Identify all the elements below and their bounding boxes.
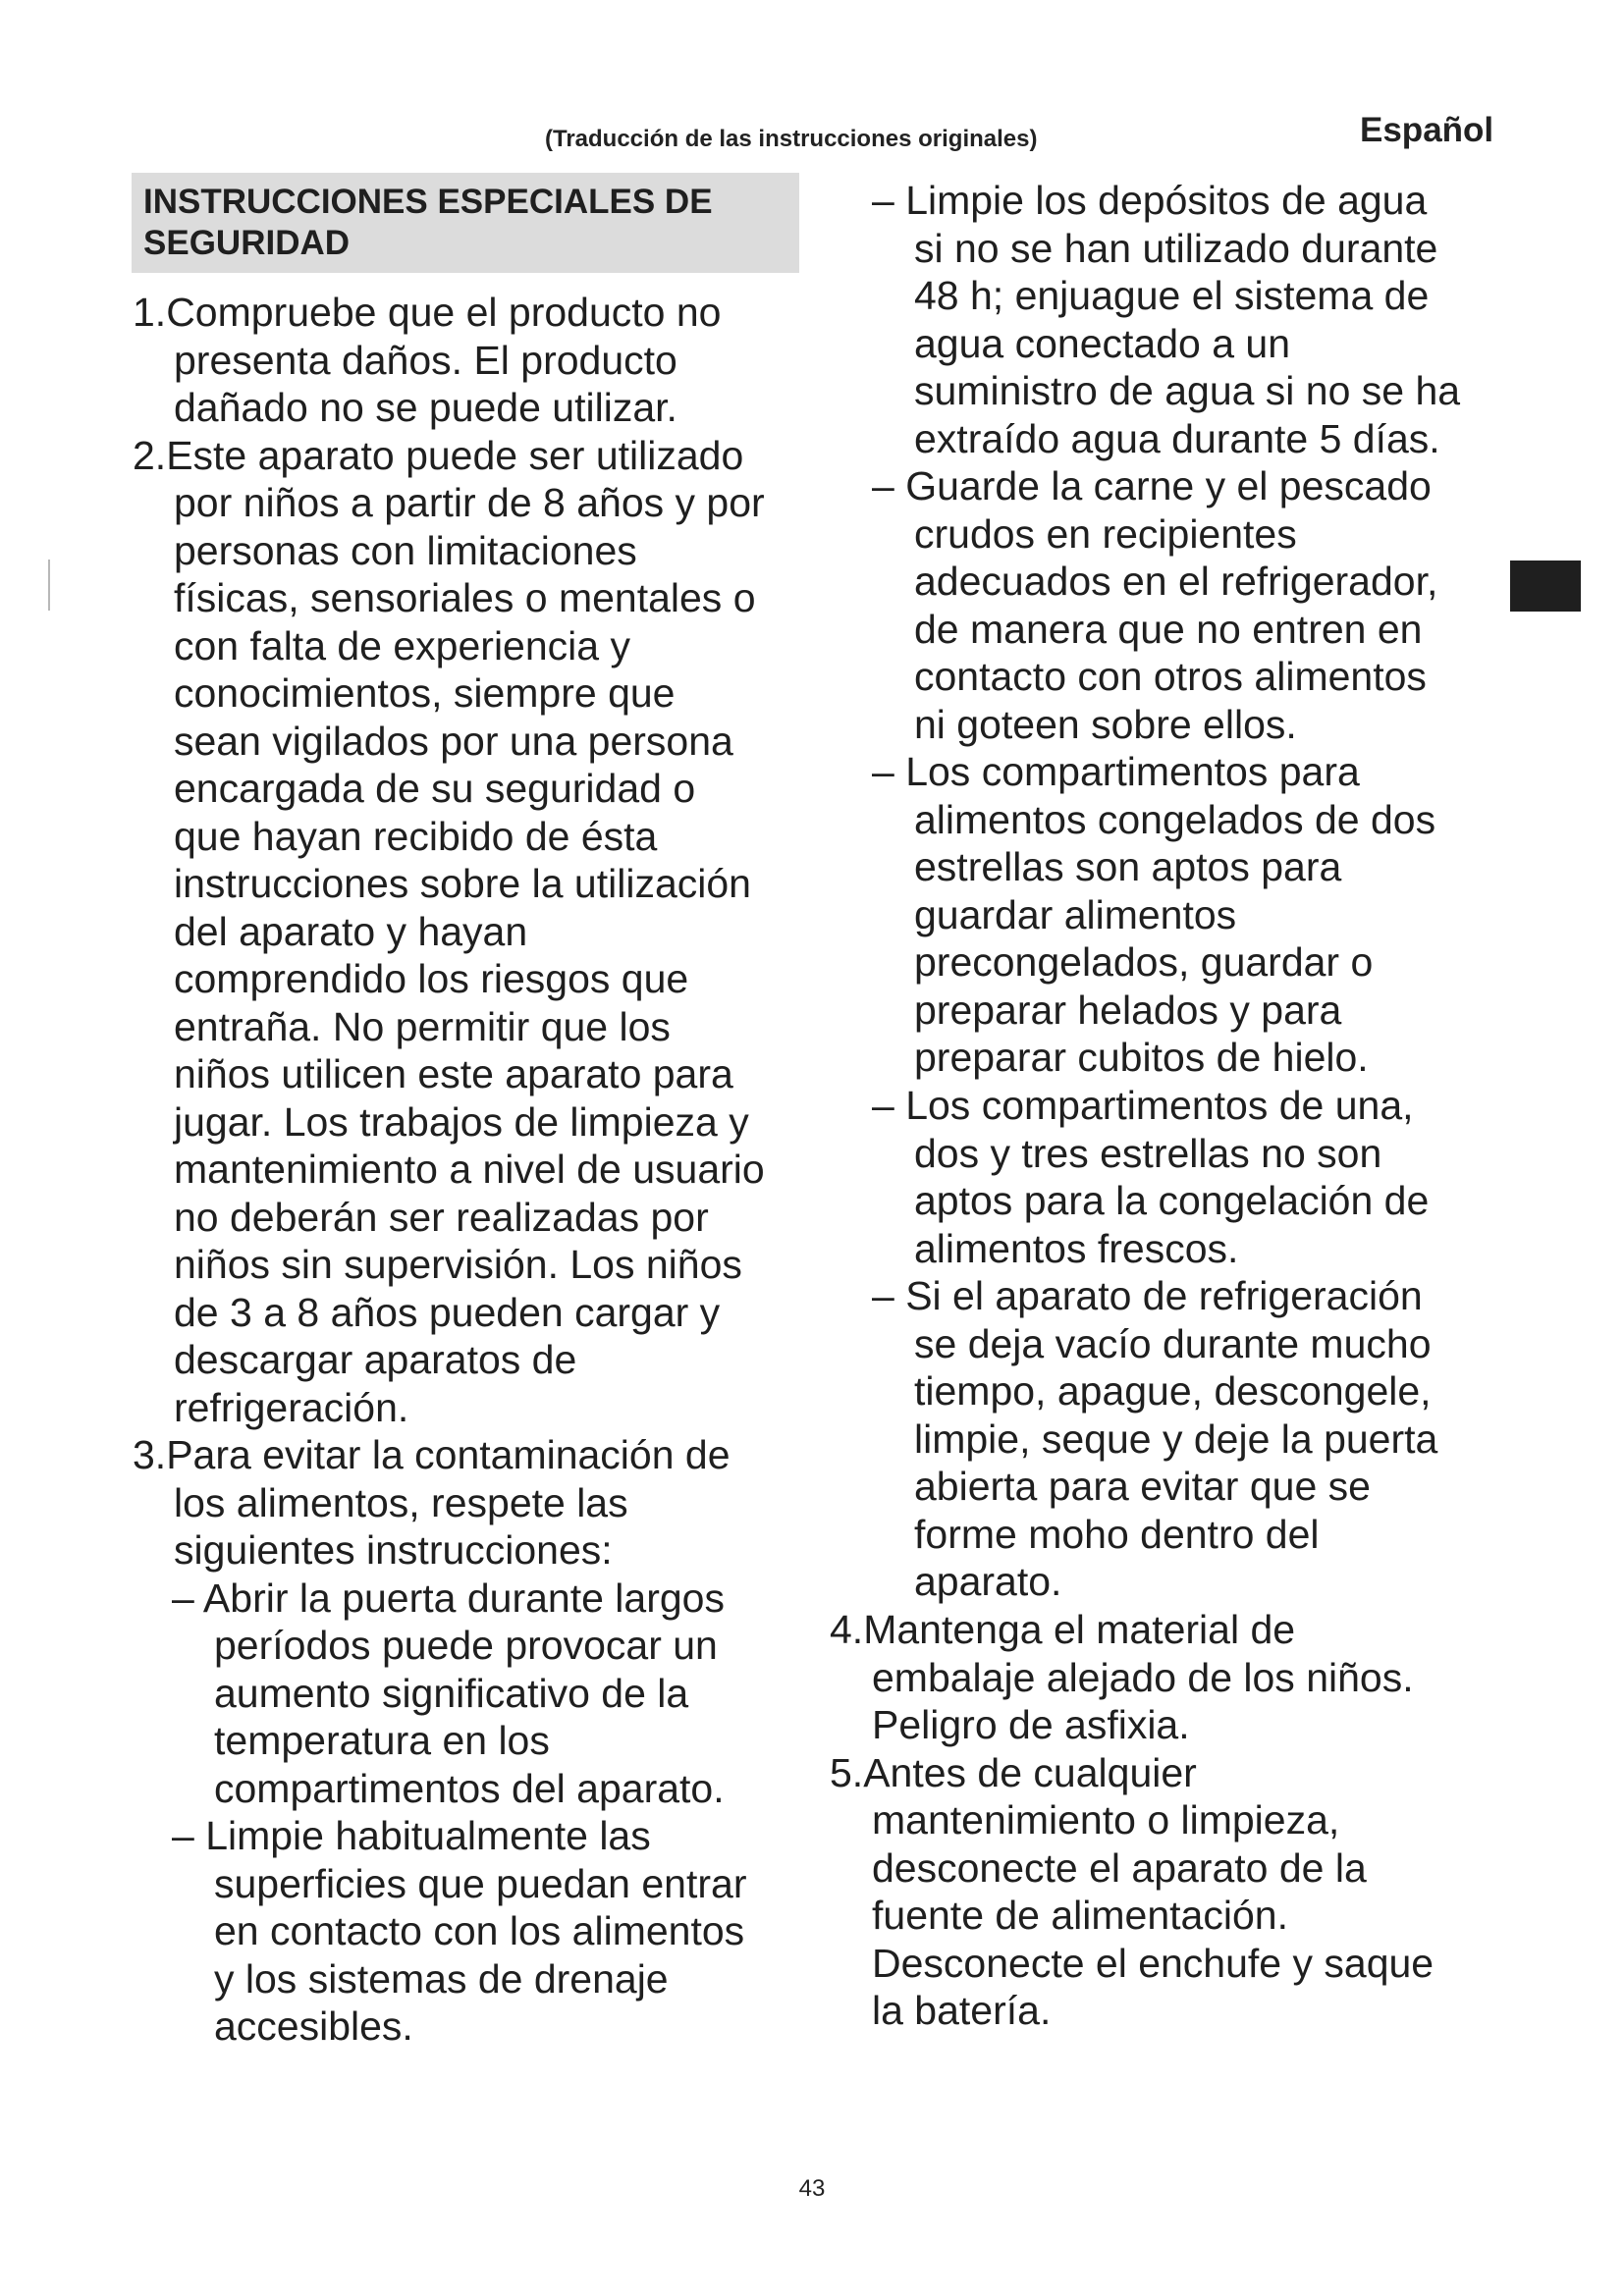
text-line: limpie, seque y deje la puerta — [914, 1415, 1438, 1462]
text-line: personas con limitaciones — [174, 527, 637, 573]
text-line: conocimientos, siempre que — [174, 670, 676, 716]
text-line: y los sistemas de drenaje — [214, 1955, 669, 2002]
text-line: fuente de alimentación. — [872, 1893, 1288, 1938]
text-line: niños utilicen este aparato para — [174, 1051, 733, 1096]
text-line: – Los compartimentos para — [872, 749, 1360, 794]
text-line: 4.Mantenga el material de — [830, 1607, 1296, 1652]
dash-item-water-tanks — [872, 177, 1460, 462]
text-line: los alimentos, respete las — [174, 1479, 628, 1525]
text-line: instrucciones sobre la utilización — [174, 861, 751, 906]
text-line: sean vigilados por una persona — [174, 718, 733, 764]
dash-item-star-compartments — [872, 1082, 1429, 1272]
language-label: Español — [1360, 111, 1494, 149]
text-line: períodos puede provocar un — [214, 1623, 718, 1668]
text-line: presenta daños. El producto — [174, 337, 677, 383]
section-heading-line: INSTRUCCIONES ESPECIALES DE — [143, 183, 713, 221]
section-heading — [132, 173, 799, 273]
section-heading-line: SEGURIDAD — [143, 224, 351, 262]
text-line: del aparato y hayan — [174, 908, 528, 954]
text-line: compartimentos del aparato. — [214, 1765, 725, 1811]
text-line: 2.Este aparato puede ser utilizado — [133, 432, 744, 478]
text-line: aparato. — [914, 1559, 1062, 1604]
text-line: aptos para la congelación de — [914, 1178, 1430, 1223]
text-line: mantenimiento o limpieza, — [872, 1797, 1340, 1842]
numbered-item-1 — [133, 289, 721, 432]
text-line: encargada de su seguridad o — [174, 766, 696, 811]
dash-item-door — [172, 1575, 725, 1813]
text-line: con falta de experiencia y — [174, 622, 630, 668]
text-line: aumento significativo de la — [214, 1670, 689, 1716]
text-line: precongelados, guardar o — [914, 939, 1374, 985]
text-line: refrigeración. — [174, 1384, 409, 1430]
dash-item-empty-appliance — [872, 1272, 1437, 1606]
text-line: ni goteen sobre ellos. — [914, 701, 1297, 747]
dash-item-two-star — [872, 748, 1435, 1082]
text-line: 5.Antes de cualquier — [830, 1749, 1197, 1795]
text-line: dañado no se puede utilizar. — [174, 385, 677, 430]
dash-item-meat-fish — [872, 462, 1437, 748]
text-line: jugar. Los trabajos de limpieza y — [174, 1098, 749, 1145]
text-line: si no se han utilizado durante — [914, 225, 1438, 271]
text-line: en contacto con los alimentos — [214, 1908, 745, 1953]
dash-item-clean-surfaces — [172, 1812, 746, 2051]
text-line: dos y tres estrellas no son — [914, 1130, 1382, 1176]
text-line: crudos en recipientes — [914, 510, 1297, 557]
text-line: forme moho dentro del — [914, 1511, 1320, 1557]
text-line: siguientes instrucciones: — [174, 1527, 613, 1573]
text-line: no deberán ser realizadas por — [174, 1194, 709, 1240]
text-line: guardar alimentos — [914, 891, 1237, 937]
text-line: se deja vacío durante mucho — [914, 1320, 1432, 1366]
text-line: agua conectado a un — [914, 320, 1290, 366]
text-line: alimentos frescos. — [914, 1225, 1239, 1271]
page-number: 43 — [798, 2175, 826, 2202]
text-line: abierta para evitar que se — [914, 1464, 1371, 1509]
text-line: adecuados en el refrigerador, — [914, 559, 1438, 604]
text-line: temperatura en los — [214, 1718, 550, 1763]
text-line: 48 h; enjuague el sistema de — [914, 273, 1430, 318]
text-line: preparar helados y para — [914, 987, 1342, 1033]
text-line: alimentos congelados de dos — [914, 796, 1436, 842]
text-line: estrellas son aptos para — [914, 844, 1342, 889]
text-line: de 3 a 8 años pueden cargar y — [174, 1289, 721, 1335]
text-line: extraído agua durante 5 días. — [914, 415, 1440, 461]
text-line: Desconecte el enchufe y saque — [872, 1940, 1435, 1986]
section-tab-marker — [1510, 561, 1581, 612]
text-line: la batería. — [872, 1988, 1052, 2033]
text-line: que hayan recibido de ésta — [174, 813, 658, 859]
text-line: comprendido los riesgos que — [174, 956, 689, 1001]
translation-note: (Traducción de las instrucciones originales) — [545, 126, 1038, 152]
text-line: entraña. No permitir que los — [174, 1003, 671, 1049]
text-line: – Guarde la carne y el pescado — [872, 463, 1432, 508]
text-line: por niños a partir de 8 años y por — [174, 480, 765, 525]
text-line: preparar cubitos de hielo. — [914, 1035, 1369, 1080]
text-line: físicas, sensoriales o mentales o — [174, 575, 756, 620]
text-line: embalaje alejado de los niños. — [872, 1654, 1414, 1700]
margin-line — [48, 560, 50, 611]
text-line: – Limpie los depósitos de agua — [872, 178, 1428, 223]
text-line: Peligro de asfixia. — [872, 1702, 1190, 1747]
text-line: accesibles. — [214, 2003, 413, 2049]
numbered-item-3 — [133, 1431, 731, 1575]
text-line: mantenimiento a nivel de usuario — [174, 1147, 765, 1192]
text-line: – Los compartimentos de una, — [872, 1083, 1414, 1128]
numbered-item-2 — [133, 432, 765, 1432]
text-line: 3.Para evitar la contaminación de — [133, 1432, 731, 1477]
text-line: descargar aparatos de — [174, 1337, 577, 1382]
numbered-item-4 — [830, 1606, 1414, 1749]
text-line: – Limpie habitualmente las — [172, 1813, 651, 1858]
text-line: de manera que no entren en — [914, 606, 1423, 652]
text-line: suministro de agua si no se ha — [914, 368, 1461, 413]
text-line: 1.Compruebe que el producto no — [133, 290, 722, 335]
text-line: niños sin supervisión. Los niños — [174, 1242, 742, 1287]
text-line: – Abrir la puerta durante largos — [172, 1575, 725, 1621]
numbered-item-5 — [830, 1749, 1434, 2035]
text-line: superficies que puedan entrar — [214, 1860, 747, 1906]
text-line: desconecte el aparato de la — [872, 1844, 1367, 1891]
text-line: – Si el aparato de refrigeración — [872, 1273, 1423, 1318]
text-line: tiempo, apague, descongele, — [914, 1368, 1432, 1414]
text-line: contacto con otros alimentos — [914, 654, 1427, 699]
